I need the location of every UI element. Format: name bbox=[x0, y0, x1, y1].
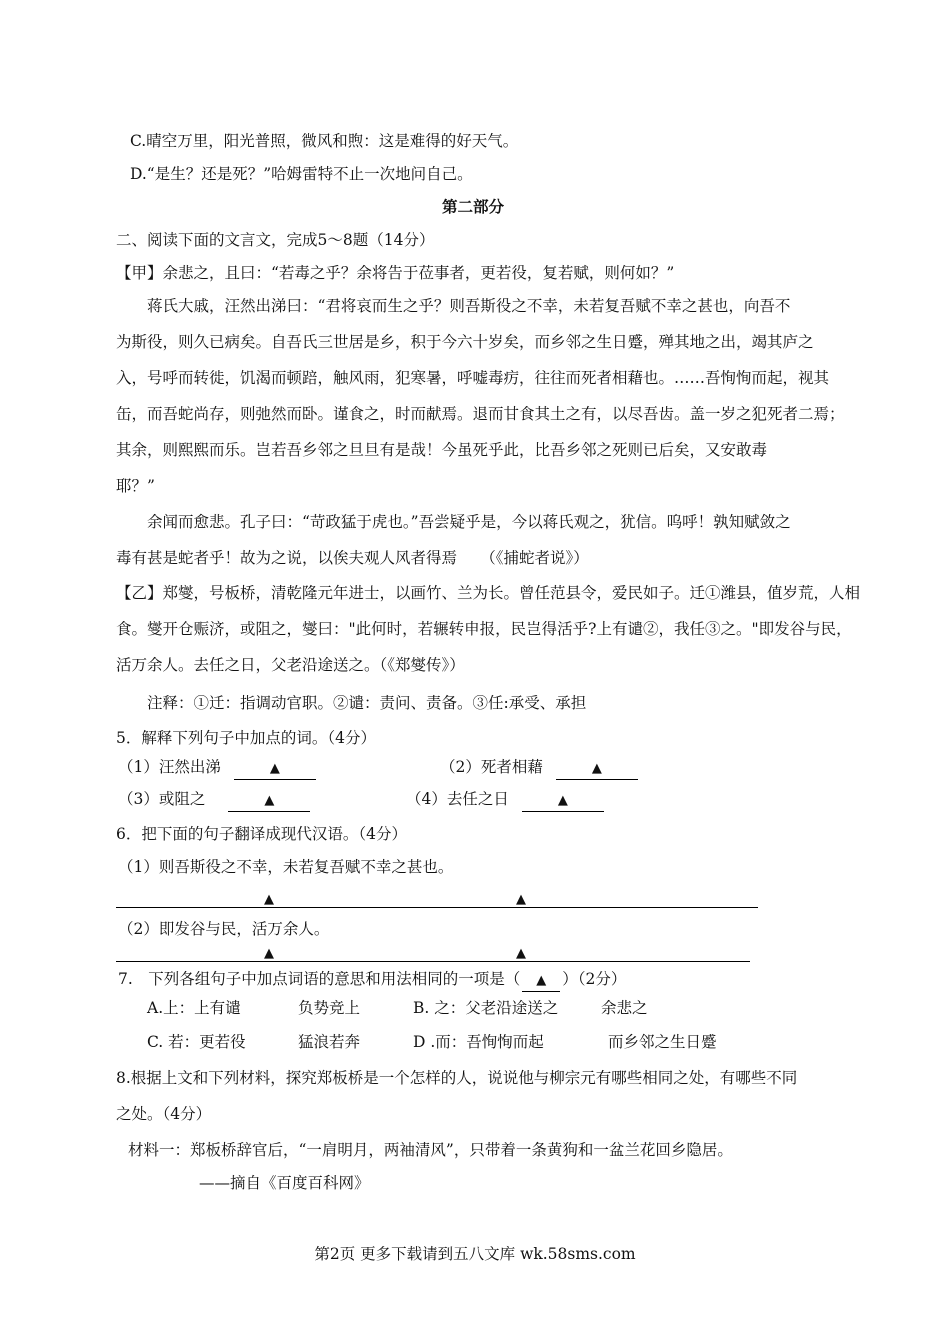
question-7-text: 7. 下列各组句子中加点词语的意思和用法相同的一项是（ bbox=[118, 970, 521, 988]
text-yi-line3: 活万余人。去任之日，父老沿途送之。（《郑燮传》） bbox=[116, 656, 465, 674]
material-one-source: ——摘自《百度百科网》 bbox=[199, 1174, 370, 1192]
answer-marker-icon: ▲ bbox=[269, 761, 280, 776]
question-6: 6．把下面的句子翻译成现代汉语。（4分） bbox=[116, 825, 407, 843]
answer-marker-icon: ▲ bbox=[264, 892, 274, 907]
text-jia-line2: 蒋氏大戚，汪然出涕曰：“君将哀而生之乎？则吾斯役之不幸，未若复吾赋不幸之甚也，向吾不 bbox=[147, 297, 791, 315]
answer-line[interactable] bbox=[116, 961, 750, 962]
section-two-heading: 二、阅读下面的文言文，完成5～8题（14分） bbox=[116, 231, 435, 249]
text-yi-line2: 食。燮开仓赈济，或阻之，燮曰："此何时，若辗转申报，民岂得活乎?上有谴②，我任③之。"即发谷与民， bbox=[116, 620, 852, 638]
q7-option-b-1: B. 之：父老沿途送之 bbox=[413, 999, 559, 1017]
answer-line[interactable] bbox=[116, 907, 758, 908]
answer-blank[interactable] bbox=[522, 969, 560, 992]
q7-option-a-1: A.上：上有谴 bbox=[147, 999, 241, 1017]
text-jia-line4: 入，号呼而转徙，饥渴而顿踣，触风雨，犯寒暑，呼嘘毒疠，往往而死者相藉也。……吾恂恂而起，视其 bbox=[116, 369, 830, 387]
part-two-title: 第二部分 bbox=[442, 197, 505, 216]
text-jia-line3: 为斯役，则久已病矣。自吾氏三世居是乡，积于今六十岁矣，而乡邻之生日蹙，殚其地之出，竭其庐之 bbox=[116, 333, 814, 351]
question-7 bbox=[118, 969, 626, 992]
q6-item-1: （1）则吾斯役之不幸，未若复吾赋不幸之甚也。 bbox=[118, 858, 454, 876]
option-c: C.晴空万里，阳光普照，微风和煦：这是难得的好天气。 bbox=[130, 132, 519, 150]
q5-item-4 bbox=[406, 789, 604, 812]
answer-marker-icon: ▲ bbox=[516, 946, 526, 961]
question-8-line2: 之处。（4分） bbox=[116, 1105, 212, 1123]
answer-marker-icon: ▲ bbox=[557, 793, 568, 808]
q7-option-a-2: 负势竞上 bbox=[298, 999, 361, 1017]
answer-marker-icon: ▲ bbox=[591, 761, 602, 776]
option-d: D.“是生？还是死？”哈姆雷特不止一次地问自己。 bbox=[130, 165, 473, 183]
q7-option-d-1: D .而：吾恂恂而起 bbox=[413, 1033, 544, 1051]
text-yi-line1: 【乙】郑燮，号板桥，清乾隆元年进士，以画竹、兰为长。曾任范县令，爱民如子。迁①潍县，值岁荒，人相 bbox=[116, 584, 861, 602]
question-5: 5．解释下列句子中加点的词。（4分） bbox=[116, 729, 376, 747]
text-jia-line7: 耶？” bbox=[116, 477, 155, 495]
answer-marker-icon: ▲ bbox=[516, 892, 526, 907]
text-jia-line5: 缶，而吾蛇尚存，则弛然而卧。谨食之，时而献焉。退而甘食其土之有，以尽吾齿。盖一岁之犯死者二焉； bbox=[116, 405, 845, 423]
answer-blank[interactable] bbox=[234, 757, 316, 780]
answer-blank[interactable] bbox=[228, 789, 310, 812]
annotation-note: 注释：①迁：指调动官职。②谴：责问、责备。③任:承受、承担 bbox=[147, 694, 587, 712]
answer-marker-icon: ▲ bbox=[264, 946, 274, 961]
material-one: 材料一：郑板桥辞官后，“一肩明月，两袖清风”，只带着一条黄狗和一盆兰花回乡隐居。 bbox=[128, 1141, 733, 1159]
q7-option-d-2: 而乡邻之生日蹙 bbox=[608, 1033, 717, 1051]
question-8-line1: 8.根据上文和下列材料，探究郑板桥是一个怎样的人，说说他与柳宗元有哪些相同之处，有哪些不同 bbox=[116, 1069, 798, 1087]
q7-option-c-1: C. 若：更若役 bbox=[147, 1033, 246, 1051]
q6-item-2: （2）即发谷与民，活万余人。 bbox=[118, 920, 330, 938]
text-jia-line1: 【甲】余悲之，且曰：“若毒之乎？余将告于莅事者，更若役，复若赋，则何如？” bbox=[116, 264, 675, 282]
text-jia-line9: 毒有甚是蛇者乎！故为之说，以俟夫观人风者得焉 （《捕蛇者说》） bbox=[116, 549, 589, 567]
text-jia-line6: 其余，则熙熙而乐。岂若吾乡邻之旦旦有是哉！今虽死乎此，比吾乡邻之死则已后矣，又安敢毒 bbox=[116, 441, 768, 459]
q5-item-3 bbox=[118, 789, 310, 812]
q7-option-b-2: 余悲之 bbox=[601, 999, 648, 1017]
question-7-points: ）（2分） bbox=[562, 970, 627, 988]
answer-marker-icon: ▲ bbox=[264, 793, 275, 808]
q5-item-3-text: （3）或阻之 bbox=[118, 790, 206, 808]
answer-blank[interactable] bbox=[522, 789, 604, 812]
q5-item-4-text: （4）去任之日 bbox=[406, 790, 509, 808]
q5-item-2-text: （2）死者相藉 bbox=[440, 758, 543, 776]
answer-blank[interactable] bbox=[556, 757, 638, 780]
q5-item-1 bbox=[118, 757, 316, 780]
q5-item-1-text: （1）汪然出涕 bbox=[118, 758, 221, 776]
page-footer: 第2页 更多下载请到五八文库 wk.58sms.com bbox=[314, 1245, 636, 1263]
q7-option-c-2: 猛浪若奔 bbox=[298, 1033, 361, 1051]
answer-marker-icon: ▲ bbox=[536, 973, 547, 988]
text-jia-line8: 余闻而愈悲。孔子曰：“苛政猛于虎也。”吾尝疑乎是，今以蒋氏观之，犹信。呜呼！孰知赋敛之 bbox=[147, 513, 791, 531]
q5-item-2 bbox=[440, 757, 638, 780]
